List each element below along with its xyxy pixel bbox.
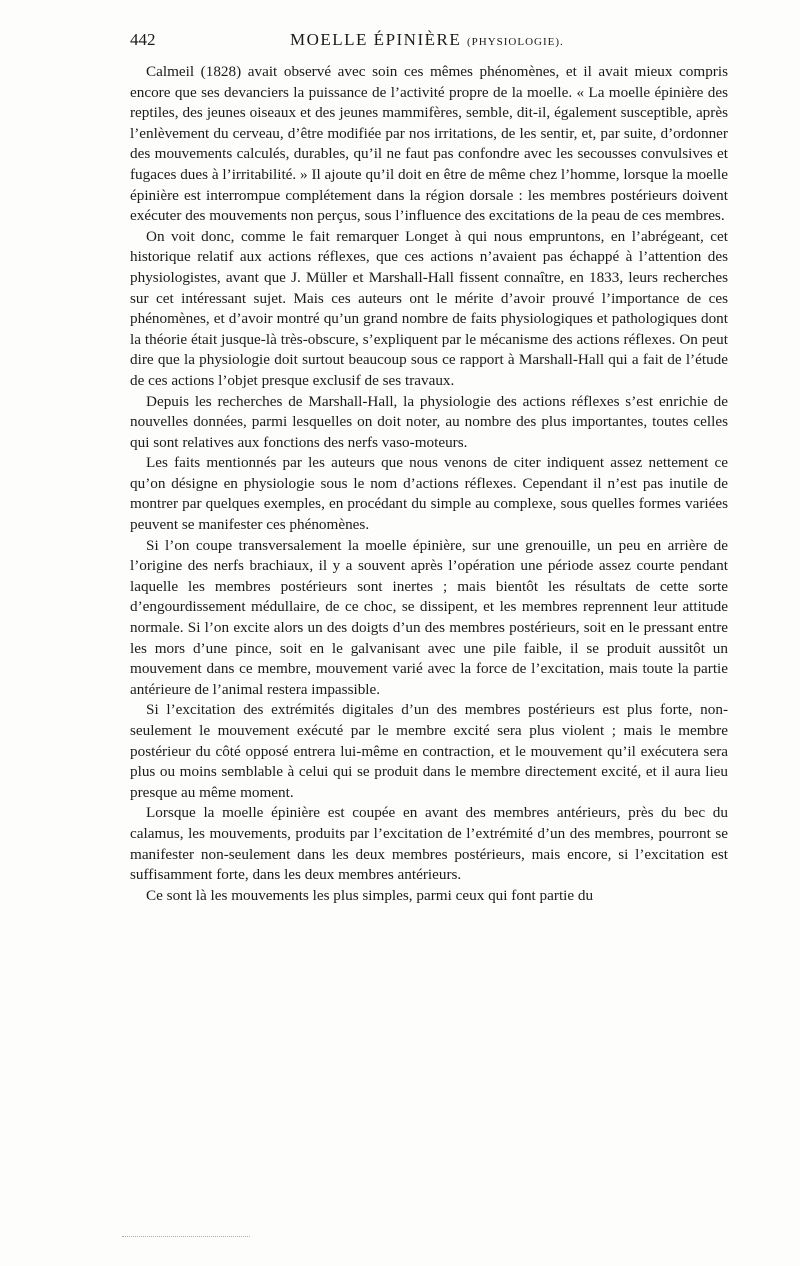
running-header [130,30,728,56]
paragraph: Depuis les recherches de Marshall-Hall, la physiologie des actions réflexes s’est enrichie de nouvelles données, parmi lesquelles on doit noter, au nombre des plus importantes, toutes celles qui sont relatives aux fonctions des nerfs vaso-moteurs. [130,392,728,451]
paragraph: Si l’excitation des extrémités digitales d’un des membres postérieurs est plus forte, non-seulement le mouvement exécuté par le membre excité sera plus violent ; mais le membre postérieur du côté opposé entrera lui-même en contraction, et le mouvement qu’il exécutera sera plus ou moins semblable à celui qui se produit dans le membre directement excité, et il aura lieu presque au même moment. [130,701,728,801]
page-number: 442 [130,30,156,49]
paragraph: Les faits mentionnés par les auteurs que nous venons de citer indiquent assez nettement ce qu’on désigne en physiologie sous le nom d’actions réflexes. Cependant il n’est pas inutile de montrer par quelques exemples, en procédant du simple au complexe, sous quelles formes variées peuvent se manifester ces phénomènes. [130,454,728,534]
paragraph: Ce sont là les mouvements les plus simples, parmi ceux qui font partie du [146,886,594,904]
running-title-main: MOELLE ÉPINIÈRE [290,30,462,49]
paragraph: Calmeil (1828) avait observé avec soin ces mêmes phénomènes, et il avait mieux compris encore que ses devanciers la puissance de l’activité propre de la moelle. « La moelle épinière des reptiles, des jeunes oiseaux et des jeunes mammifères, semble, dit-il, également susceptible, après l’enlèvement du cerveau, d’être modifiée par nos irritations, de les sentir, et, par suite, d’ordonner des mouvements calculés, durables, qu’il ne faut pas confondre avec les secousses convulsives et fugaces dues à l’irritabilité. » Il ajoute qu’il doit en être de même chez l’homme, lorsque la moelle épinière est interrompue complétement dans la région dorsale : les membres postérieurs doivent exécuter des mouvements non perçus, sous l’influence des excitations de la peau de ces membres. [130,63,728,225]
body-text [130,62,728,906]
paragraph: Si l’on coupe transversalement la moelle épinière, sur une grenouille, un peu en arrière de l’origine des nerfs brachiaux, il y a souvent après l’opération une période assez courte pendant laquelle les membres postérieurs sont inertes ; mais bientôt les résultats de cette sorte d’engourdissement médullaire, de ce choc, se dissipent, et les membres reprennent leur attitude normale. Si l’on excite alors un des doigts d’un des membres postérieurs, soit en le pressant entre les mors d’une pince, soit en le galvanisant avec une pile faible, il se produit aussitôt un mouvement dans ce membre, mouvement varié avec la force de l’excitation, mais toute la partie antérieure de l’animal restera impassible. [130,536,728,698]
footer-rule [122,1236,250,1237]
running-title-subtitle: (PHYSIOLOGIE). [466,36,564,48]
running-title [290,30,564,50]
paragraph: On voit donc, comme le fait remarquer Longet à qui nous empruntons, en l’abrégeant, cet historique relatif aux actions réflexes, que ces actions n’avaient pas échappé à l’attention des physiologistes, avant que J. Müller et Marshall-Hall fissent connaître, en 1833, leurs recherches sur cet intéressant sujet. Mais ces auteurs ont le mérite d’avoir prouvé l’importance de ces phénomènes, et d’avoir montré qu’un grand nombre de faits physiologiques et pathologiques dont la théorie était jusque-là très-obscure, s’expliquent par le mécanisme des actions réflexes. On peut dire que la physiologie doit surtout beaucoup sous ce rapport à Marshall-Hall qui a fait de l’étude de ces actions l’objet presque exclusif de ses travaux. [130,227,728,389]
paragraph: Lorsque la moelle épinière est coupée en avant des membres antérieurs, près du bec du calamus, les mouvements, produits par l’excitation de l’extrémité d’un des membres, pourront se manifester non-seulement dans les deux membres postérieurs, mais encore, si l’excitation est suffisamment forte, dans les deux membres antérieurs. [130,804,728,884]
